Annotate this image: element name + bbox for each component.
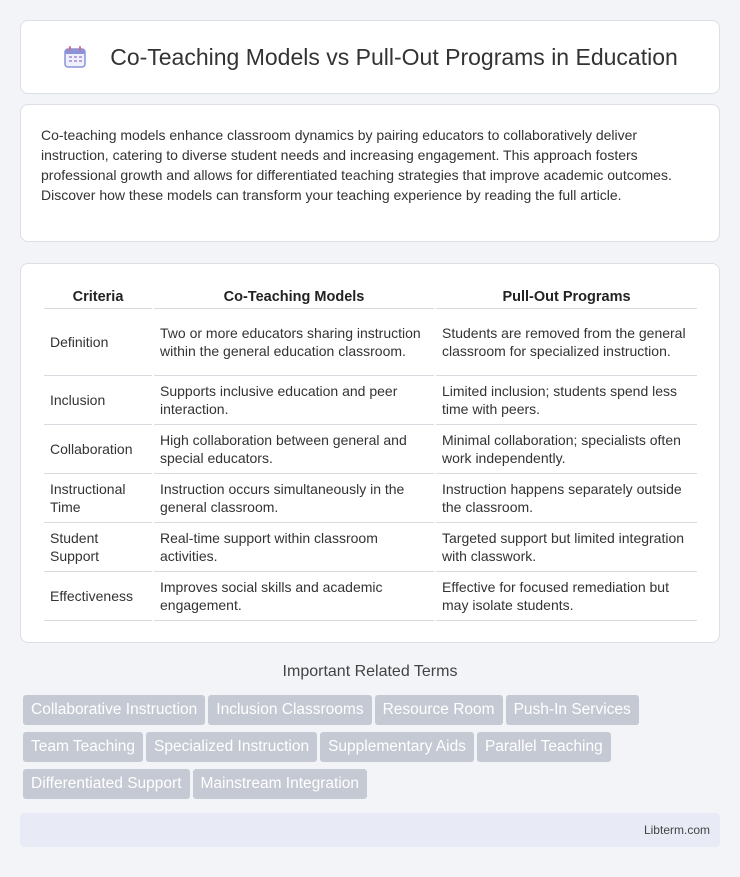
co-teaching-cell: Instruction occurs simultaneously in the general classroom. (154, 474, 434, 523)
pull-out-cell: Instruction happens separately outside the classroom. (436, 474, 697, 523)
page-title: Co-Teaching Models vs Pull-Out Programs in Education (110, 43, 678, 70)
intro-paragraph: Co-teaching models enhance classroom dynamics by pairing educators to collaboratively deliver instruction, catering to diverse student needs and increasing engagement. This approach fosters professional growth and allows for differentiated teaching strategies that improve academic outcomes. Discover how these models can transform your teaching experience by reading the full article. (41, 127, 672, 203)
term-tag[interactable]: Mainstream Integration (193, 769, 368, 799)
title-card (20, 20, 720, 94)
intro-card (20, 104, 720, 242)
criteria-cell: Instructional Time (44, 474, 152, 523)
table-row (44, 523, 697, 572)
pull-out-cell: Minimal collaboration; specialists often work independently. (436, 425, 697, 474)
term-tag[interactable]: Supplementary Aids (320, 732, 474, 762)
header-co-teaching: Co-Teaching Models (154, 285, 434, 309)
term-tag[interactable]: Parallel Teaching (477, 732, 611, 762)
criteria-cell: Effectiveness (44, 572, 152, 621)
table-row (44, 309, 697, 376)
pull-out-cell: Effective for focused remediation but may isolate students. (436, 572, 697, 621)
criteria-cell: Collaboration (44, 425, 152, 474)
term-tag[interactable]: Inclusion Classrooms (208, 695, 371, 725)
comparison-table (42, 285, 699, 621)
term-tag[interactable]: Push-In Services (506, 695, 639, 725)
header-pull-out: Pull-Out Programs (436, 285, 697, 309)
footer (20, 813, 720, 847)
pull-out-cell: Targeted support but limited integration with classwork. (436, 523, 697, 572)
table-row (44, 425, 697, 474)
term-tag[interactable]: Team Teaching (23, 732, 143, 762)
pull-out-cell: Students are removed from the general classroom for specialized instruction. (436, 309, 697, 376)
header-criteria: Criteria (44, 285, 152, 309)
term-tag[interactable]: Resource Room (375, 695, 503, 725)
term-tag[interactable]: Differentiated Support (23, 769, 190, 799)
criteria-cell: Definition (44, 309, 152, 376)
criteria-cell: Student Support (44, 523, 152, 572)
criteria-cell: Inclusion (44, 376, 152, 425)
table-row (44, 572, 697, 621)
table-header-row (44, 285, 697, 309)
co-teaching-cell: Two or more educators sharing instruction within the general education classroom. (154, 309, 434, 376)
related-terms-list (23, 695, 723, 806)
table-row (44, 474, 697, 523)
comparison-card (20, 263, 720, 643)
term-tag[interactable]: Collaborative Instruction (23, 695, 205, 725)
pull-out-cell: Limited inclusion; students spend less time with peers. (436, 376, 697, 425)
co-teaching-cell: High collaboration between general and special educators. (154, 425, 434, 474)
co-teaching-cell: Real-time support within classroom activities. (154, 523, 434, 572)
footer-brand-link[interactable]: Libterm.com (643, 823, 710, 837)
co-teaching-cell: Supports inclusive education and peer interaction. (154, 376, 434, 425)
term-tag[interactable]: Specialized Instruction (146, 732, 317, 762)
table-row (44, 376, 697, 425)
related-terms-title: Important Related Terms (282, 663, 458, 680)
calendar-icon (62, 44, 88, 70)
co-teaching-cell: Improves social skills and academic engagement. (154, 572, 434, 621)
